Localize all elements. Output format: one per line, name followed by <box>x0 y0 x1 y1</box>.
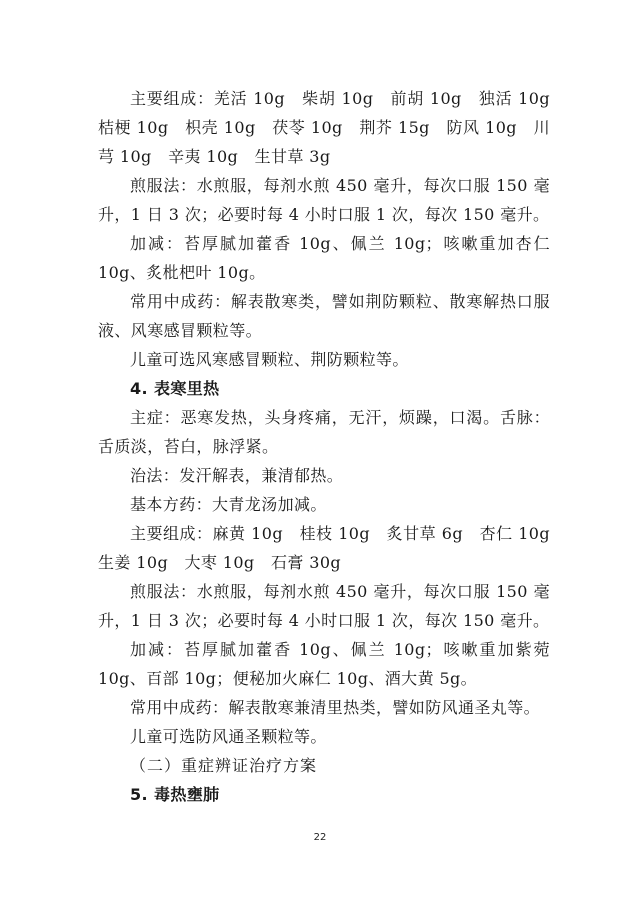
paragraph-patent-medicine-2: 常用中成药：解表散寒兼清里热类，譬如防风通圣丸等。 <box>130 698 541 717</box>
section-heading-5: 5. 毒热壅肺 <box>130 785 220 804</box>
paragraph-children-2: 儿童可选防风通圣颗粒等。 <box>130 727 327 746</box>
paragraph-treatment-principle: 治法：发汗解表，兼清郁热。 <box>130 466 344 485</box>
paragraph-basic-prescription: 基本方药：大青龙汤加减。 <box>130 495 327 514</box>
section-heading-4: 4. 表寒里热 <box>130 379 220 398</box>
paragraph-formula-composition-1: 主要组成：羌活 10g 柴胡 10g 前胡 10g 独活 10g 桔梗 10g 枳壳 10g 茯苓 10g 荆芥 15g 防风 10g 川芎 10g 辛夷 10g 生甘草 3g <box>98 89 567 166</box>
paragraph-modification-2: 加减：苔厚腻加藿香 10g、佩兰 10g；咳嗽重加紫菀 10g、百部 10g；便秘加火麻仁 10g、酒大黄 5g。 <box>98 640 550 688</box>
paragraph-modification-1: 加减：苔厚腻加藿香 10g、佩兰 10g；咳嗽重加杏仁 10g、炙枇杷叶 10g。 <box>98 234 550 282</box>
page-number: 22 <box>313 832 327 843</box>
paragraph-patent-medicine-1: 常用中成药：解表散寒类，譬如荆防颗粒、散寒解热口服液、风寒感冒颗粒等。 <box>98 292 550 340</box>
section-subheading-severe: （二）重症辨证治疗方案 <box>130 756 318 775</box>
paragraph-formula-composition-2: 主要组成：麻黄 10g 桂枝 10g 炙甘草 6g 杏仁 10g 生姜 10g 大枣 10g 石膏 30g <box>98 524 567 572</box>
paragraph-main-symptoms: 主症：恶寒发热，头身疼痛，无汗，烦躁，口渴。舌脉：舌质淡，苔白，脉浮紧。 <box>98 408 550 456</box>
paragraph-decoction-method-1: 煎服法：水煎服，每剂水煎 450 毫升，每次口服 150 毫升，1 日 3 次；必要时每 4 小时口服 1 次，每次 150 毫升。 <box>98 176 550 224</box>
document-body <box>98 84 567 809</box>
paragraph-children-1: 儿童可选风寒感冒颗粒、荆防颗粒等。 <box>130 350 409 369</box>
paragraph-decoction-method-2: 煎服法：水煎服，每剂水煎 450 毫升，每次口服 150 毫升，1 日 3 次；必要时每 4 小时口服 1 次，每次 150 毫升。 <box>98 582 550 630</box>
